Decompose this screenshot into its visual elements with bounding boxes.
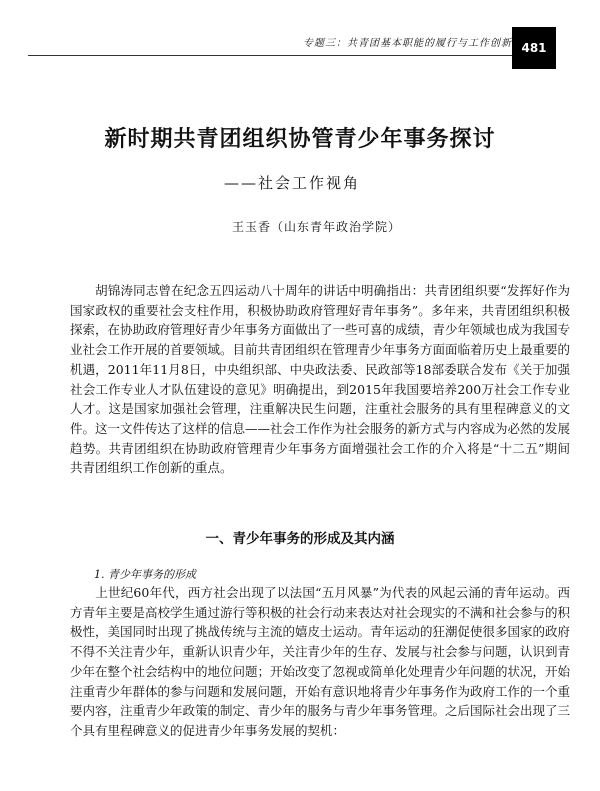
paragraph — [70, 583, 570, 741]
running-title: 专题三：共青团基本职能的履行与工作创新 — [303, 38, 512, 49]
paragraph — [70, 281, 570, 478]
page-number: 481 — [512, 27, 556, 69]
author-line: 王玉香（山东青年政治学院） — [232, 220, 402, 234]
paragraph-text: 胡锦涛同志曾在纪念五四运动八十周年的讲话中明确指出：共青团组织要“发挥好作为国家政权的重要社会支柱作用，积极协助政府管理好青年事务”。多年来，共青团组织积极探索，在协助政府管理好青少年事务方面做出了一些可喜的成绩，青少年领域也成为我国专业社会工作开展的首要领域。目前共青团组织在管理青少年事务方面面临着历史上最重要的机遇，2011年11月8日，中央组织部、中央政法委、民政部等18部委联合发布《关于加强社会工作专业人才队伍建设的意见》明确提出，到2015年我国要培养200万社会工作专业人才。这是国家加强社会管理，注重解决民生问题，注重社会服务的具有里程碑意义的文件。这一文件传达了这样的信息——社会工作作为社会服务的新方式与内容成为必然的发展趋势。共青团组织在协助政府管理青少年事务方面增强社会工作的介入将是“十二五”期间共青团组织工作创新的重点。 — [70, 283, 571, 476]
header-rule — [28, 55, 550, 56]
article-subtitle: ——社会工作视角 — [224, 174, 361, 192]
article-title: 新时期共青团组织协管青少年事务探讨 — [104, 126, 496, 152]
section-heading: 一、青少年事务的形成及其内涵 — [205, 531, 395, 547]
paragraph-text: 上世纪60年代，西方社会出现了以法国“五月风暴”为代表的风起云涌的青年运动。西方青年主要是高校学生通过游行等积极的社会行动来表达对社会现实的不满和社会参与的积极性，美国同时出现了挑战传统与主流的嬉皮士运动。青年运动的狂潮促使很多国家的政府不得不关注青少年，重新认识青少年，关注青少年的生存、发展与社会参与问题，认识到青少年在整个社会结构中的地位问题；开始改变了忽视或简单化处理青少年问题的状况，开始注重青少年群体的参与问题和发展问题，开始有意识地将青少年事务作为政府工作的一个重要内容，注重青少年政策的制定、青少年的服务与青少年事务管理。之后国际社会出现了三个具有里程碑意义的促进青少年事务发展的契机： — [70, 585, 571, 738]
subsection-heading: 1. 青少年事务的形成 — [94, 568, 196, 581]
